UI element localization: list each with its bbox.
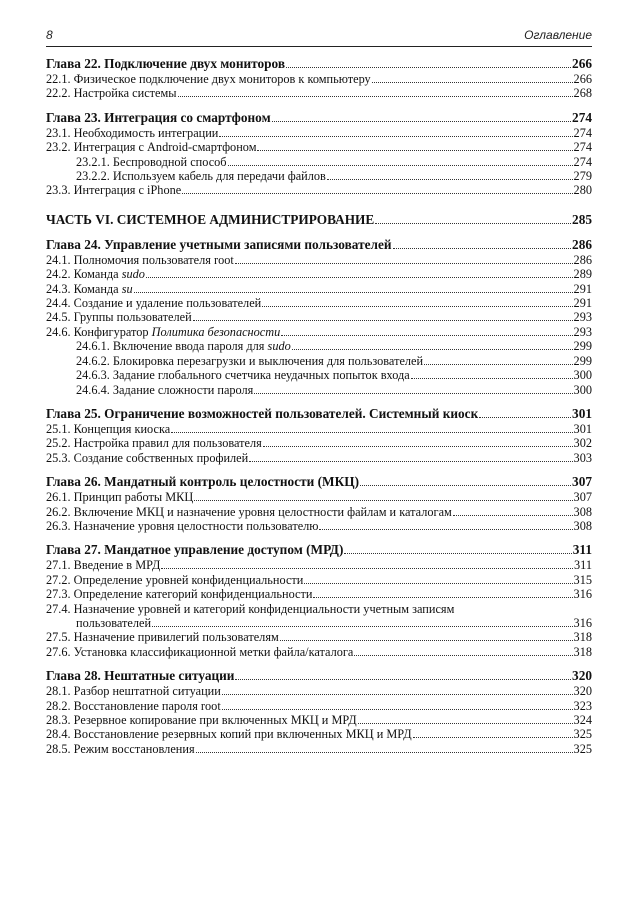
dot-leader (272, 121, 571, 122)
toc-entry-label: 23.2.1. Беспроводной способ (76, 154, 227, 169)
dot-leader (222, 694, 573, 695)
toc-section-23-1[interactable] (46, 126, 592, 140)
toc-entry-label: Глава 26. Мандатный контроль целостности (МКЦ) (46, 474, 360, 490)
dot-leader (178, 96, 573, 97)
toc-section-26-1[interactable] (46, 490, 592, 504)
toc-entry-label: 27.6. Установка классификационной метки файла/каталога (46, 644, 354, 659)
toc-entry-page: 300 (573, 368, 592, 383)
toc-section-24-4[interactable] (46, 296, 592, 310)
toc-entry-page: 274 (573, 125, 592, 140)
dot-leader (171, 432, 572, 433)
toc-entry-page: 308 (573, 518, 592, 533)
toc-chapter-25[interactable] (46, 406, 592, 422)
toc-entry-label: 28.4. Восстановление резервных копий при включенных МКЦ и МРД (46, 727, 412, 742)
toc-entry-label: 23.2. Интеграция с Android-смартфоном (46, 140, 257, 155)
toc-entry-label: 22.1. Физическое подключение двух мониторов к компьютеру (46, 72, 371, 86)
toc-entry-page: 320 (573, 684, 592, 699)
toc-section-24-5[interactable] (46, 310, 592, 324)
toc-entry-page: 299 (573, 353, 592, 368)
toc-entry-label: 24.4. Создание и удаление пользователей (46, 296, 262, 311)
toc-entry-page: 318 (573, 644, 592, 659)
toc-entry-label: 24.5. Группы пользователей (46, 310, 192, 325)
dot-leader (228, 165, 573, 166)
toc-entry-page: 286 (573, 252, 592, 267)
dot-leader (257, 150, 572, 151)
dot-leader (358, 723, 573, 724)
toc-entry-page: 315 (573, 572, 592, 587)
dot-leader (235, 679, 571, 680)
toc-section-27-5[interactable] (46, 630, 592, 644)
toc-entry-label (76, 339, 291, 353)
toc-section-26-2[interactable] (46, 505, 592, 519)
toc-section-28-5[interactable] (46, 742, 592, 756)
toc-entry-label: 27.4. Назначение уровней и категорий конфиденциальности учетным записям (46, 601, 455, 616)
dot-leader (354, 655, 572, 656)
dot-leader (235, 263, 573, 264)
table-of-contents (46, 56, 592, 756)
toc-chapter-27[interactable] (46, 542, 592, 558)
toc-section-27-2[interactable] (46, 573, 592, 587)
toc-entry-page: 300 (573, 382, 592, 397)
running-header (46, 28, 592, 46)
toc-section-25-3[interactable] (46, 451, 592, 465)
toc-section-28-1[interactable] (46, 684, 592, 698)
spacer (46, 228, 592, 237)
toc-entry-page: 307 (572, 474, 592, 490)
toc-subsection-24-6-2[interactable] (46, 354, 592, 368)
spacer (46, 533, 592, 542)
running-title: Оглавление (524, 28, 592, 42)
toc-chapter-24[interactable] (46, 237, 592, 253)
configurator-name: Политика безопасности (151, 324, 281, 339)
toc-section-27-1[interactable] (46, 558, 592, 572)
toc-entry-label: 27.2. Определение уровней конфиденциальности (46, 572, 304, 587)
toc-section-24-6[interactable] (46, 325, 592, 339)
spacer (46, 465, 592, 474)
toc-entry-page: 286 (572, 236, 592, 252)
dot-leader (262, 306, 572, 307)
toc-entry-label: 27.1. Введение в МРД (46, 558, 161, 573)
toc-subsection-24-6-3[interactable] (46, 368, 592, 382)
toc-entry-label: 24.6.2. Блокировка перезагрузки и выключения для пользователей (76, 353, 424, 368)
toc-entry-label (46, 267, 145, 281)
toc-chapter-28[interactable] (46, 668, 592, 684)
dot-leader (146, 277, 573, 278)
header-rule (46, 46, 592, 47)
toc-entry-page: 289 (573, 267, 592, 282)
toc-entry-page: 325 (573, 727, 592, 742)
toc-section-26-3[interactable] (46, 519, 592, 533)
toc-section-23-3[interactable] (46, 183, 592, 197)
toc-entry-prefix: 24.2. Команда (46, 267, 122, 282)
toc-entry-page: 308 (573, 504, 592, 519)
toc-entry-page: 324 (573, 713, 592, 727)
toc-entry-page: 274 (572, 109, 592, 125)
dot-leader (372, 82, 573, 83)
toc-subsection-23-2-1[interactable] (46, 155, 592, 169)
dot-leader (182, 193, 572, 194)
toc-entry-label: 26.2. Включение МКЦ и назначение уровня целостности файлам и каталогам (46, 504, 452, 519)
spacer (46, 101, 592, 110)
toc-entry-label: Глава 27. Мандатное управление доступом (МРД) (46, 542, 344, 558)
toc-section-25-1[interactable] (46, 422, 592, 436)
dot-leader (393, 248, 571, 249)
dot-leader (292, 349, 573, 350)
toc-entry-page: 301 (572, 405, 592, 421)
command-name: sudo (121, 267, 145, 282)
toc-entry-page: 318 (573, 630, 592, 645)
toc-section-28-2[interactable] (46, 699, 592, 713)
toc-entry-label: 23.1. Необходимость интеграции (46, 125, 219, 140)
toc-chapter-23[interactable] (46, 110, 592, 126)
toc-entry-label: 24.6.3. Задание глобального счетчика неудачных попыток входа (76, 368, 410, 383)
toc-entry-page: 285 (572, 211, 592, 227)
toc-entry-label: Глава 25. Ограничение возможностей пользователей. Системный киоск (46, 405, 479, 421)
dot-leader (360, 485, 571, 486)
toc-entry-label: Глава 22. Подключение двух мониторов (46, 56, 286, 71)
dot-leader (161, 568, 573, 569)
toc-entry-label: 25.1. Концепция киоска (46, 421, 171, 436)
toc-entry-page: 301 (573, 421, 592, 436)
toc-entry-label (46, 325, 280, 339)
toc-entry-label: 25.3. Создание собственных профилей (46, 450, 249, 465)
dot-leader (280, 640, 573, 641)
dot-leader (263, 446, 573, 447)
toc-entry-label: 27.3. Определение категорий конфиденциальности (46, 587, 313, 602)
toc-entry-prefix: 24.3. Команда (46, 281, 122, 296)
toc-subsection-24-6-4[interactable] (46, 383, 592, 397)
toc-entry-page: 325 (573, 741, 592, 756)
toc-entry-page: 268 (573, 86, 592, 101)
toc-entry-page: 280 (573, 183, 592, 198)
dot-leader (286, 67, 571, 68)
dot-leader (413, 737, 573, 738)
toc-entry-page: 307 (573, 490, 592, 505)
toc-section-27-4-line1[interactable] (46, 602, 592, 616)
dot-leader (152, 626, 573, 627)
dot-leader (194, 500, 572, 501)
toc-entry-page: 311 (574, 558, 592, 573)
toc-entry-prefix: 24.6.1. Включение ввода пароля для (76, 339, 268, 354)
toc-entry-label: Глава 23. Интеграция со смартфоном (46, 109, 271, 125)
toc-part-6[interactable] (46, 212, 592, 228)
dot-leader (344, 553, 571, 554)
dot-leader (219, 136, 572, 137)
toc-entry-page: 299 (573, 339, 592, 354)
toc-section-27-3[interactable] (46, 587, 592, 601)
toc-entry-label: 22.2. Настройка системы (46, 86, 177, 101)
dot-leader (424, 364, 572, 365)
dot-leader (193, 320, 573, 321)
dot-leader (479, 417, 571, 418)
toc-entry-label: 28.1. Разбор нештатной ситуации (46, 684, 221, 699)
toc-entry-label: 24.6.4. Задание сложности пароля (76, 382, 254, 397)
toc-entry-label: Глава 24. Управление учетными записями пользователей (46, 236, 392, 252)
dot-leader (453, 515, 573, 516)
toc-entry-label: 28.2. Восстановление пароля root (46, 698, 221, 713)
toc-entry-label: 27.5. Назначение привилегий пользователям (46, 630, 279, 645)
spacer (46, 198, 592, 212)
dot-leader (319, 529, 572, 530)
toc-entry-page: 311 (572, 542, 592, 558)
toc-section-27-4[interactable] (46, 616, 592, 630)
dot-leader (222, 709, 573, 710)
toc-entry-label: 25.2. Настройка правил для пользователя (46, 436, 262, 451)
spacer (46, 659, 592, 668)
toc-entry-label (46, 282, 133, 296)
toc-section-28-3[interactable] (46, 713, 592, 727)
toc-section-25-2[interactable] (46, 436, 592, 450)
toc-entry-label: 28.5. Режим восстановления (46, 741, 195, 756)
toc-entry-page: 274 (573, 154, 592, 169)
dot-leader (134, 292, 573, 293)
spacer (46, 397, 592, 406)
command-name: su (121, 281, 133, 296)
toc-entry-label: 23.3. Интеграция с iPhone (46, 183, 182, 198)
toc-subsection-23-2-2[interactable] (46, 169, 592, 183)
dot-leader (313, 597, 572, 598)
toc-section-23-2[interactable] (46, 140, 592, 154)
toc-section-22-1[interactable] (46, 72, 592, 86)
toc-entry-page: 291 (573, 281, 592, 296)
toc-entry-label: 24.1. Полномочия пользователя root (46, 252, 234, 267)
toc-entry-page: 323 (573, 698, 592, 713)
dot-leader (254, 393, 572, 394)
toc-entry-label: 26.3. Назначение уровня целостности пользователю (46, 518, 319, 533)
toc-entry-label: 28.3. Резервное копирование при включенных МКЦ и МРД (46, 713, 357, 727)
toc-chapter-22[interactable] (46, 56, 592, 72)
toc-section-24-2[interactable] (46, 267, 592, 281)
toc-entry-page: 303 (573, 450, 592, 465)
command-name: sudo (267, 339, 291, 354)
toc-chapter-26[interactable] (46, 474, 592, 490)
toc-entry-page: 302 (573, 436, 592, 451)
dot-leader (327, 179, 573, 180)
toc-section-28-4[interactable] (46, 727, 592, 741)
dot-leader (249, 461, 572, 462)
dot-leader (375, 223, 571, 224)
toc-section-22-2[interactable] (46, 86, 592, 100)
toc-entry-label-continued: пользователей (76, 615, 152, 630)
toc-entry-label: ЧАСТЬ VI. СИСТЕМНОЕ АДМИНИСТРИРОВАНИЕ (46, 211, 375, 227)
toc-entry-page: 291 (573, 296, 592, 311)
dot-leader (281, 335, 572, 336)
toc-entry-label: Глава 28. Нештатные ситуации (46, 668, 235, 684)
toc-entry-prefix: 24.6. Конфигуратор (46, 324, 152, 339)
toc-entry-page: 293 (573, 310, 592, 325)
dot-leader (304, 583, 572, 584)
dot-leader (196, 752, 573, 753)
toc-entry-label: 26.1. Принцип работы МКЦ (46, 490, 194, 505)
toc-section-27-6[interactable] (46, 645, 592, 659)
toc-subsection-24-6-1[interactable] (46, 339, 592, 353)
toc-entry-page: 279 (573, 169, 592, 184)
toc-section-24-3[interactable] (46, 282, 592, 296)
toc-section-24-1[interactable] (46, 253, 592, 267)
toc-entry-page: 266 (572, 56, 592, 71)
toc-entry-page: 293 (573, 324, 592, 339)
toc-entry-page: 320 (572, 668, 592, 684)
toc-entry-page: 266 (573, 72, 592, 86)
page-number: 8 (46, 28, 53, 42)
toc-entry-page: 274 (573, 140, 592, 155)
toc-entry-page: 316 (573, 587, 592, 602)
toc-entry-page: 316 (573, 615, 592, 630)
toc-entry-label: 23.2.2. Используем кабель для передачи файлов (76, 169, 326, 184)
dot-leader (411, 378, 573, 379)
